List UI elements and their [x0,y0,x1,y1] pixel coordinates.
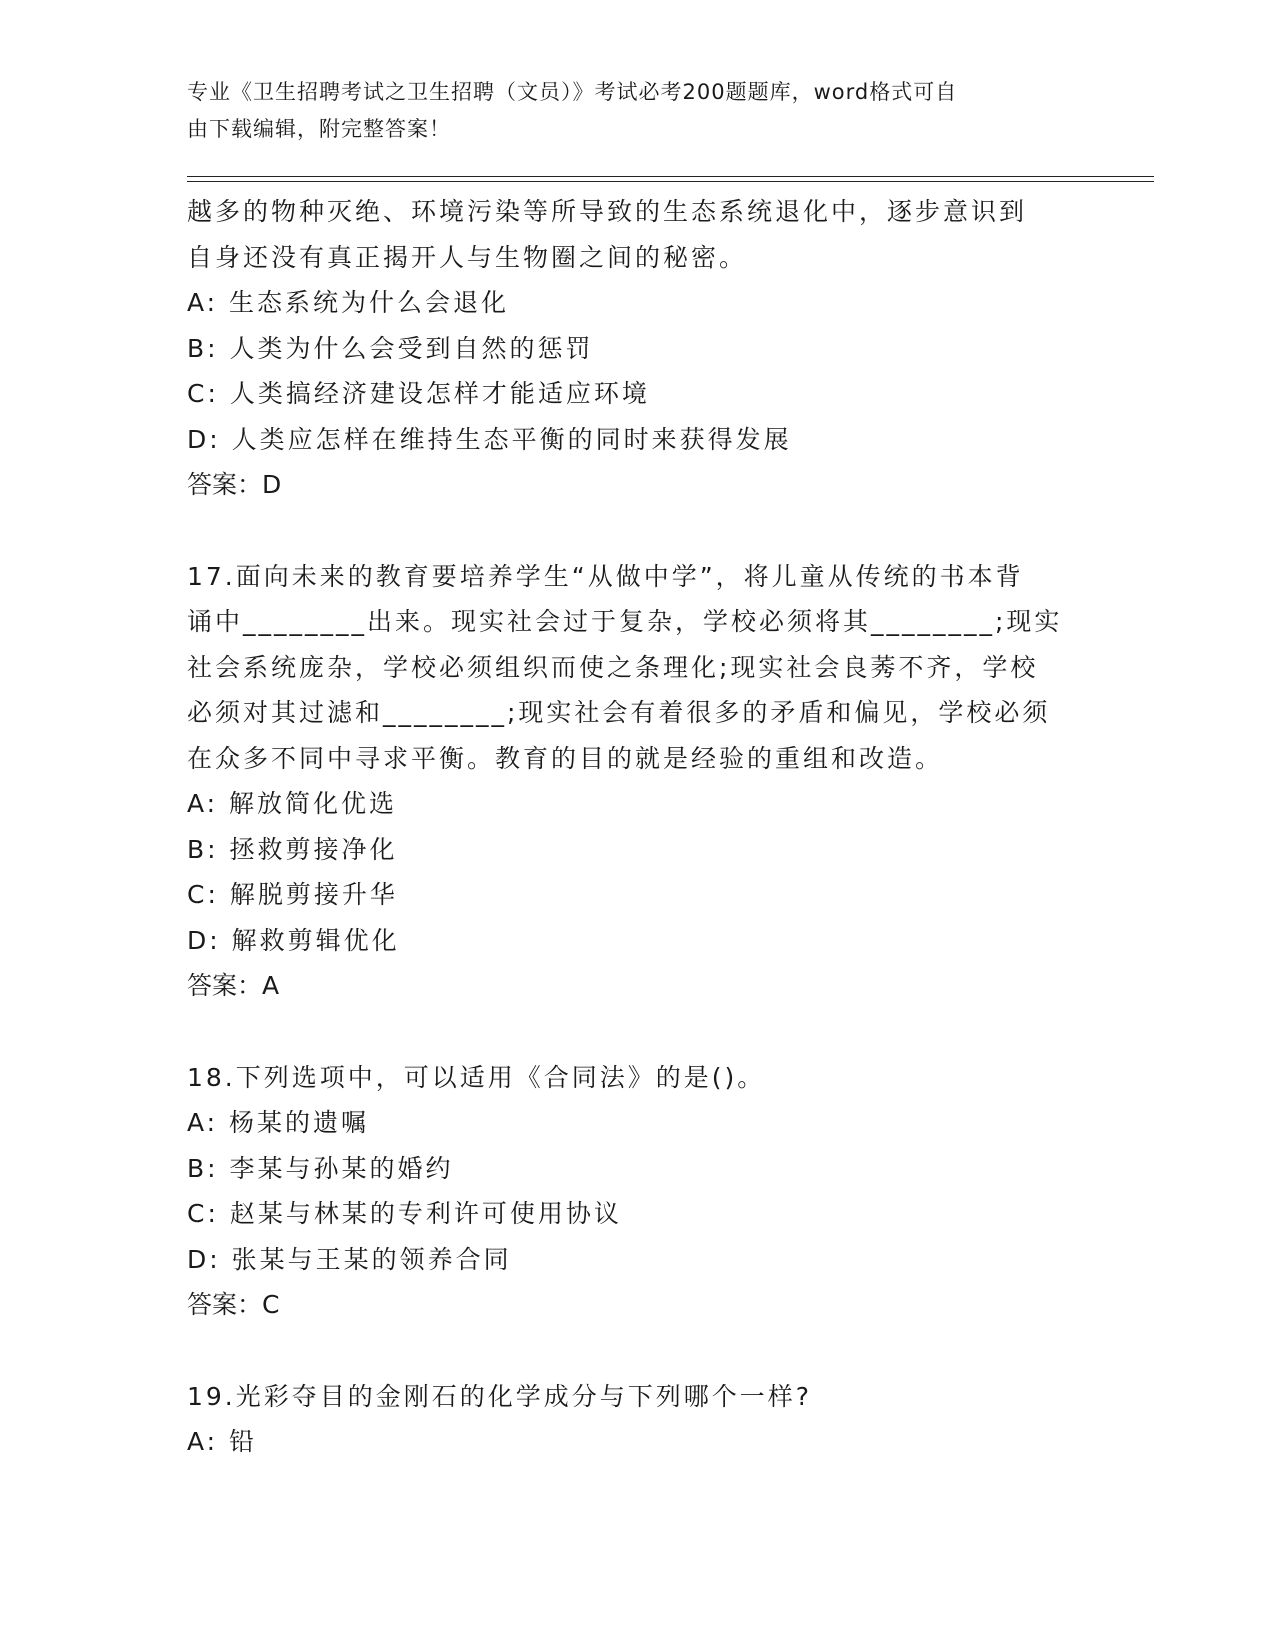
option-c: C: 人类搞经济建设怎样才能适应环境 [187,379,650,408]
question-stem-line: 自身还没有真正揭开人与生物圈之间的秘密。 [187,242,748,272]
option-b: B: 李某与孙某的婚约 [187,1153,454,1183]
answer-line: 答案：D [187,470,282,499]
header-rule-top [187,176,1154,177]
option-a: A: 铅 [187,1427,258,1456]
question-16 [187,189,1077,508]
question-stem-line: 越多的物种灭绝、环境污染等所导致的生态系统退化中，逐步意识到 [187,197,1028,226]
option-c: C: 赵某与林某的专利许可使用协议 [187,1199,622,1228]
question-stem-line: 社会系统庞杂，学校必须组织而使之条理化;现实社会良莠不齐，学校 [187,652,1039,682]
answer-line: 答案：C [187,1290,280,1319]
spacer [187,1009,1077,1055]
option-d: D: 人类应怎样在维持生态平衡的同时来获得发展 [187,424,792,454]
option-a: A: 杨某的遗嘱 [187,1108,370,1137]
answer-line: 答案：A [187,971,280,1000]
option-b: B: 拯救剪接净化 [187,834,398,864]
document-header [187,74,1057,148]
header-rule-bottom [187,181,1154,182]
spacer [187,1328,1077,1374]
question-17 [187,554,1077,1009]
option-d: D: 解救剪辑优化 [187,925,400,955]
option-b: B: 人类为什么会受到自然的惩罚 [187,333,594,363]
header-line-1: 专业《卫生招聘考试之卫生招聘（文员）》考试必考200题题库，word格式可自 [187,80,958,104]
option-a: A: 解放简化优选 [187,789,398,818]
question-stem-line: 诵中________出来。现实社会过于复杂，学校必须将其________;现实 [187,607,1063,636]
question-19 [187,1374,1077,1465]
question-stem-line: 18.下列选项中，可以适用《合同法》的是()。 [187,1062,766,1092]
question-stem-line: 19.光彩夺目的金刚石的化学成分与下列哪个一样? [187,1381,813,1411]
option-a: A: 生态系统为什么会退化 [187,288,510,317]
spacer [187,508,1077,554]
option-d: D: 张某与王某的领养合同 [187,1244,512,1274]
question-stem-line: 必须对其过滤和________;现实社会有着很多的矛盾和偏见，学校必须 [187,698,1051,727]
header-line-2: 由下载编辑，附完整答案！ [187,117,451,141]
question-18 [187,1055,1077,1328]
question-stem-line: 17.面向未来的教育要培养学生“从做中学”，将儿童从传统的书本背 [187,561,1024,591]
option-c: C: 解脱剪接升华 [187,880,398,909]
document-body [187,189,1077,1465]
question-stem-line: 在众多不同中寻求平衡。教育的目的就是经验的重组和改造。 [187,743,944,773]
